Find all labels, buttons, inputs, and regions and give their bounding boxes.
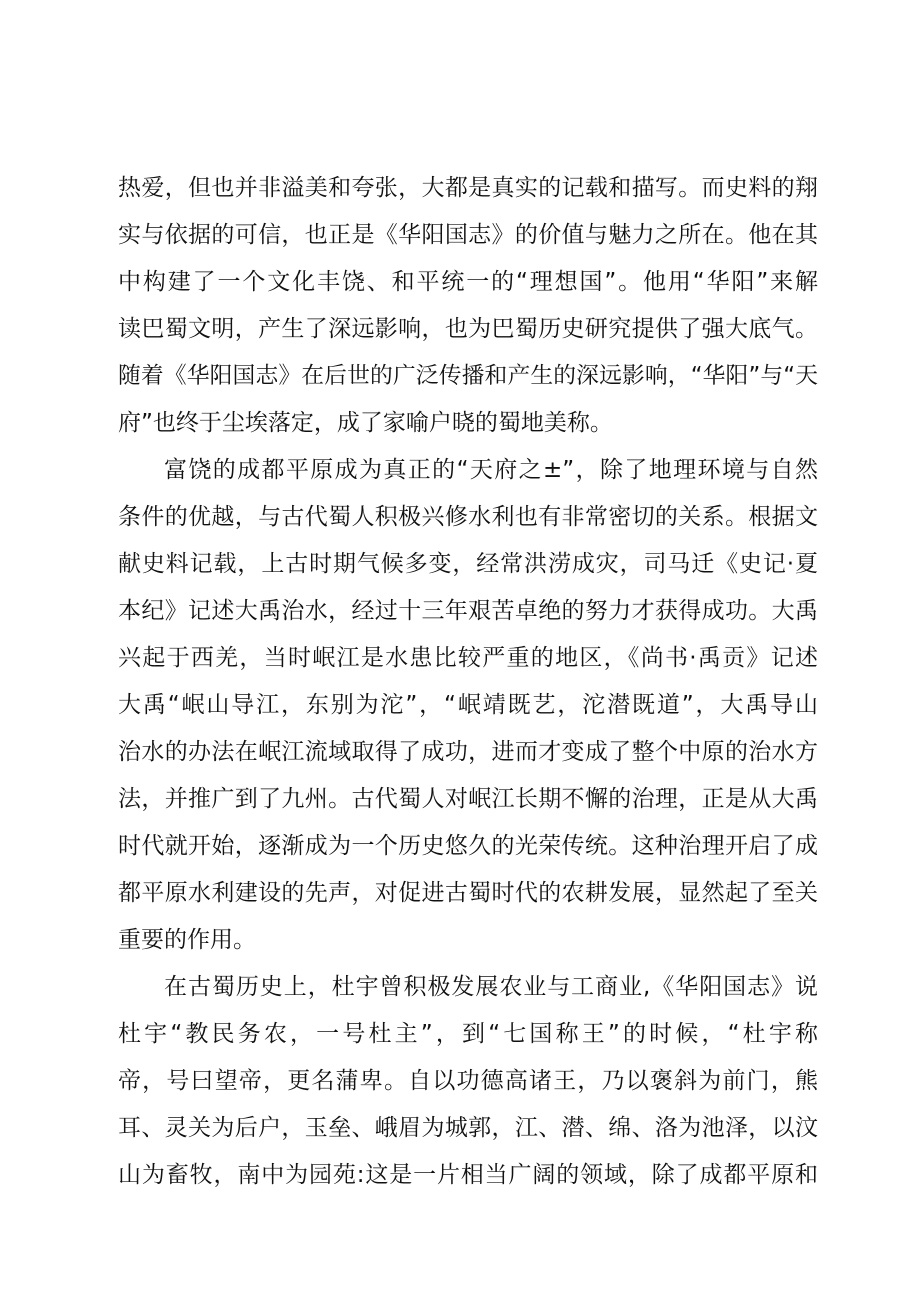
text-line: 都平原水利建设的先声，对促进古蜀时代的农耕发展，显然起了至关	[118, 880, 818, 906]
text-line: 治水的办法在岷江流域取得了成功，进而才变成了整个中原的治水方	[118, 739, 818, 765]
text-line: 重要的作用。	[118, 927, 256, 953]
text-line: 帝，号曰望帝，更名蒲卑。自以功德高诸王，乃以褒斜为前门，熊	[118, 1068, 818, 1094]
text-line: 本纪》记述大禹治水，经过十三年艰苦卓绝的努力才获得成功。大禹	[118, 598, 818, 624]
text-line: 兴起于西羌，当时岷江是水患比较严重的地区，《尚书·禹贡》记述	[118, 645, 818, 671]
text-line: 耳、灵关为后户，玉垒、峨眉为城郭，江、潜、绵、洛为池泽，以汶	[118, 1115, 818, 1141]
text-line: 大禹“岷山导江，东别为沱”，“岷靖既艺，沱潜既道”，大禹导山	[118, 692, 818, 718]
text-line: 条件的优越，与古代蜀人积极兴修水利也有非常密切的关系。根据文	[118, 504, 818, 530]
text-line: 杜宇“教民务农，一号杜主”，到“七国称王”的时候，“杜宇称	[118, 1021, 818, 1047]
text-line: 随着《华阳国志》在后世的广泛传播和产生的深远影响，“华阳”与“天	[118, 363, 818, 389]
text-line: 富饶的成都平原成为真正的“天府之±”，除了地理环境与自然	[164, 457, 818, 483]
body-text	[118, 165, 818, 1199]
text-line: 府”也终于尘埃落定，成了家喻户晓的蜀地美称。	[118, 410, 613, 436]
text-line: 时代就开始，逐渐成为一个历史悠久的光荣传统。这种治理开启了成	[118, 833, 818, 859]
text-line: 实与依据的可信，也正是《华阳国志》的价值与魅力之所在。他在其	[118, 222, 818, 248]
text-line: 献史料记载，上古时期气候多变，经常洪涝成灾，司马迁《史记·夏	[118, 551, 818, 577]
text-line: 法，并推广到了九州。古代蜀人对岷江长期不懈的治理，正是从大禹	[118, 786, 818, 812]
text-line: 读巴蜀文明，产生了深远影响，也为巴蜀历史研究提供了强大底气。	[118, 316, 818, 342]
text-line: 山为畜牧，南中为园苑:这是一片相当广阔的领域，除了成都平原和	[118, 1162, 818, 1188]
text-line: 在古蜀历史上，杜宇曾积极发展农业与工商业,《华阳国志》说	[164, 974, 818, 1000]
text-line: 热爱，但也并非溢美和夸张，大都是真实的记载和描写。而史料的翔	[118, 175, 818, 201]
text-line: 中构建了一个文化丰饶、和平统一的“理想国”。他用“华阳”来解	[118, 269, 818, 295]
